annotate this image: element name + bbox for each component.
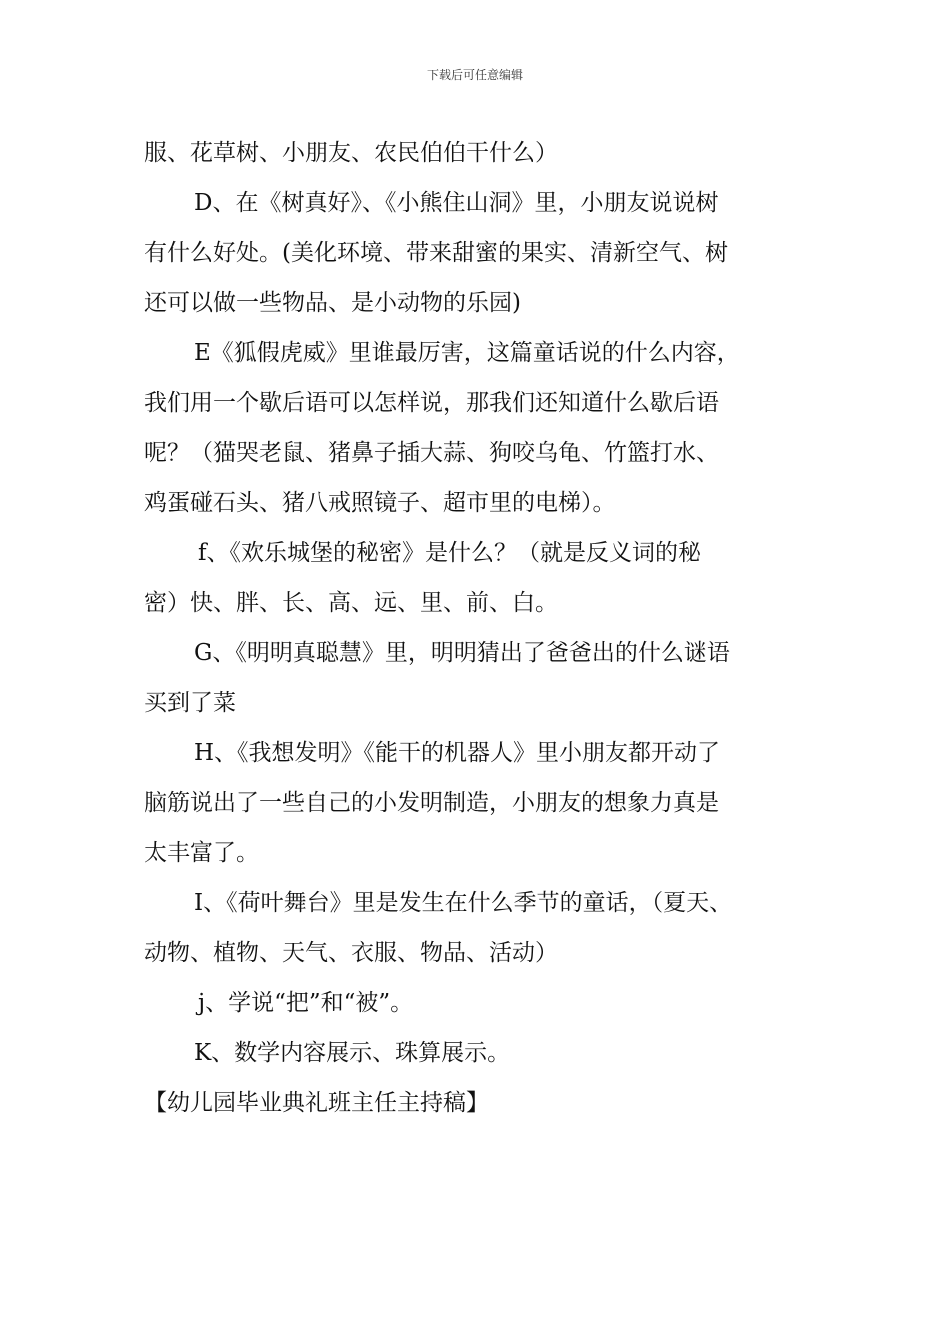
paragraph-line: 脑筋说出了一些自己的小发明制造，小朋友的想象力真是 — [144, 790, 719, 816]
paragraph-line: 呢？（猫哭老鼠、猪鼻子插大蒜、狗咬乌龟、竹篮打水、 — [144, 440, 719, 466]
paragraph-line: 动物、植物、天气、衣服、物品、活动） — [144, 940, 558, 966]
paragraph-line: 服、花草树、小朋友、农民伯伯干什么） — [144, 140, 558, 166]
paragraph-line: D、在《树真好》、《小熊住山洞》里，小朋友说说树 — [194, 190, 719, 216]
page-header: 下载后可任意编辑 — [426, 68, 523, 82]
paragraph-line: 太丰富了。 — [144, 840, 259, 866]
paragraph-line: 有什么好处。(美化环境、带来甜蜜的果实、清新空气、树 — [144, 240, 728, 266]
paragraph-line: 鸡蛋碰石头、猪八戒照镜子、超市里的电梯）。 — [144, 490, 616, 516]
paragraph-line: 我们用一个歇后语可以怎样说，那我们还知道什么歇后语 — [144, 390, 719, 416]
paragraph-line: G、《明明真聪慧》里，明明猜出了爸爸出的什么谜语 — [194, 640, 730, 666]
paragraph-line: 买到了菜 — [144, 690, 236, 716]
paragraph-line: K、数学内容展示、珠算展示。 — [194, 1040, 511, 1066]
paragraph-line: f、《欢乐城堡的秘密》是什么？（就是反义词的秘 — [198, 540, 702, 566]
document-body — [144, 128, 834, 1128]
paragraph-line: j、学说“把”和“被”。 — [198, 990, 414, 1016]
paragraph-line: I、《荷叶舞台》里是发生在什么季节的童话，（夏天、 — [194, 890, 733, 916]
section-title: 【幼儿园毕业典礼班主任主持稿】 — [144, 1090, 489, 1116]
paragraph-line: H、《我想发明》《能干的机器人》里小朋友都开动了 — [194, 740, 721, 766]
paragraph-line: 密）快、胖、长、高、远、里、前、白。 — [144, 590, 558, 616]
paragraph-line: 还可以做一些物品、是小动物的乐园) — [144, 290, 521, 316]
paragraph-line: E《狐假虎威》里谁最厉害，这篇童话说的什么内容， — [194, 340, 740, 366]
